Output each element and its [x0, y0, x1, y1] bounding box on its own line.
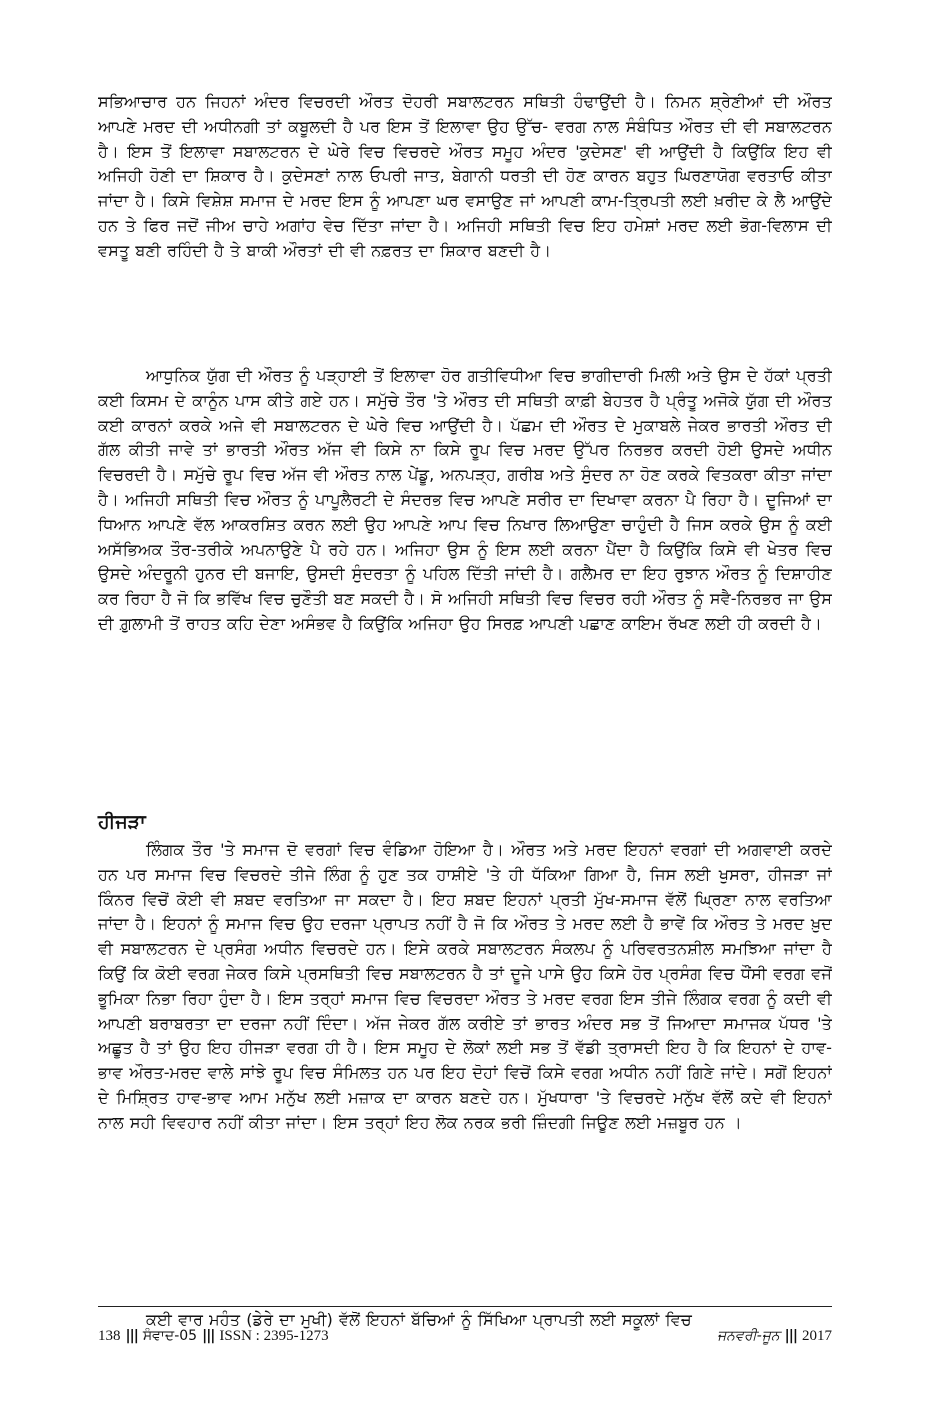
section-heading: ਹੀਜੜਾ	[98, 811, 146, 833]
issn-label: ISSN : 2395-1273	[219, 1328, 329, 1344]
footer-separator: |||	[784, 1328, 797, 1344]
issue-label: ਸੰਵਾਦ-05	[142, 1328, 198, 1344]
footer-separator: |||	[125, 1328, 138, 1344]
period-label: ਜਨਵਰੀ-ਜੂਨ	[717, 1328, 780, 1344]
year-label: 2017	[802, 1328, 832, 1344]
footer-left	[98, 1325, 329, 1347]
page-number: 138	[98, 1328, 121, 1344]
paragraph-4: ਕਈ ਵਾਰ ਮਹੰਤ (ਡੇਰੇ ਦਾ ਮੁਖੀ) ਵੱਲੋਂ ਇਹਨਾਂ ਬੱਚਿਆਂ ਨੂੰ ਸਿੱਖਿਆ ਪ੍ਰਾਪਤੀ ਲਈ ਸਕੂਲਾਂ ਵਿਚ	[146, 1310, 692, 1329]
footer-separator: |||	[202, 1328, 215, 1344]
paragraph-3: ਲਿੰਗਕ ਤੌਰ 'ਤੇ ਸਮਾਜ ਦੋ ਵਰਗਾਂ ਵਿਚ ਵੰਡਿਆ ਹੋਇਆ ਹੈ। ਔਰਤ ਅਤੇ ਮਰਦ ਇਹਨਾਂ ਵਰਗਾਂ ਦੀ ਅਗਵਾਈ ਕਰਦੇ ਹਨ ਪਰ ਸਮਾਜ ਵਿਚ ਵਿਚਰਦੇ ਤੀਜੇ ਲਿੰਗ ਨੂੰ ਹੁਣ ਤਕ ਹਾਸ਼ੀਏ 'ਤੇ ਹੀ ਧੱਕਿਆ ਗਿਆ ਹੈ, ਜਿਸ ਲਈ ਖੁਸਰਾ, ਹੀਜੜਾ ਜਾਂ ਕਿੰਨਰ ਵਿਚੋਂ ਕੋਈ ਵੀ ਸ਼ਬਦ ਵਰਤਿਆ ਜਾ ਸਕਦਾ ਹੈ। ਇਹ ਸ਼ਬਦ ਇਹਨਾਂ ਪ੍ਰਤੀ ਮੁੱਖ-ਸਮਾਜ ਵੱਲੋਂ ਘ੍ਰਿਣਾ ਨਾਲ ਵਰਤਿਆ ਜਾਂਦਾ ਹੈ। ਇਹਨਾਂ ਨੂੰ ਸਮਾਜ ਵਿਚ ਉਹ ਦਰਜਾ ਪ੍ਰਾਪਤ ਨਹੀਂ ਹੈ ਜੋ ਕਿ ਔਰਤ ਤੇ ਮਰਦ ਲਈ ਹੈ ਭਾਵੇਂ ਕਿ ਔਰਤ ਤੇ ਮਰਦ ਖ਼ੁਦ ਵੀ ਸਬਾਲਟਰਨ ਦੇ ਪ੍ਰਸੰਗ ਅਧੀਨ ਵਿਚਰਦੇ ਹਨ। ਇਸੇ ਕਰਕੇ ਸਬਾਲਟਰਨ ਸੰਕਲਪ ਨੂੰ ਪਰਿਵਰਤਨਸ਼ੀਲ ਸਮਝਿਆ ਜਾਂਦਾ ਹੈ ਕਿਉਂ ਕਿ ਕੋਈ ਵਰਗ ਜੇਕਰ ਕਿਸੇ ਪ੍ਰਸਥਿਤੀ ਵਿਚ ਸਬਾਲਟਰਨ ਹੈ ਤਾਂ ਦੂਜੇ ਪਾਸੇ ਉਹ ਕਿਸੇ ਹੋਰ ਪ੍ਰਸੰਗ ਵਿਚ ਧੌਂਸੀ ਵਰਗ ਵਜੋਂ ਭੂਮਿਕਾ ਨਿਭਾ ਰਿਹਾ ਹੁੰਦਾ ਹੈ। ਇਸ ਤਰ੍ਹਾਂ ਸਮਾਜ ਵਿਚ ਵਿਚਰਦਾ ਔਰਤ ਤੇ ਮਰਦ ਵਰਗ ਇਸ ਤੀਜੇ ਲਿੰਗਕ ਵਰਗ ਨੂੰ ਕਦੀ ਵੀ ਆਪਣੀ ਬਰਾਬਰਤਾ ਦਾ ਦਰਜਾ ਨਹੀਂ ਦਿੰਦਾ। ਅੱਜ ਜੇਕਰ ਗੱਲ ਕਰੀਏ ਤਾਂ ਭਾਰਤ ਅੰਦਰ ਸਭ ਤੋਂ ਜਿਆਦਾ ਸਮਾਜਕ ਪੱਧਰ 'ਤੇ ਅਛੂਤ ਹੈ ਤਾਂ ਉਹ ਇਹ ਹੀਜੜਾ ਵਰਗ ਹੀ ਹੈ। ਇਸ ਸਮੂਹ ਦੇ ਲੋਕਾਂ ਲਈ ਸਭ ਤੋਂ ਵੱਡੀ ਤ੍ਰਾਸਦੀ ਇਹ ਹੈ ਕਿ ਇਹਨਾਂ ਦੇ ਹਾਵ-ਭਾਵ ਔਰਤ-ਮਰਦ ਵਾਲੇ ਸਾਂਝੇ ਰੂਪ ਵਿਚ ਸੰਮਿਲਤ ਹਨ ਪਰ ਇਹ ਦੋਹਾਂ ਵਿਚੋਂ ਕਿਸੇ ਵਰਗ ਅਧੀਨ ਨਹੀਂ ਗਿਣੇ ਜਾਂਦੇ। ਸਗੋਂ ਇਹਨਾਂ ਦੇ ਮਿਸ਼੍ਰਿਤ ਹਾਵ-ਭਾਵ ਆਮ ਮਨੁੱਖ ਲਈ ਮਜ਼ਾਕ ਦਾ ਕਾਰਨ ਬਣਦੇ ਹਨ। ਮੁੱਖਧਾਰਾ 'ਤੇ ਵਿਚਰਦੇ ਮਨੁੱਖ ਵੱਲੋਂ ਕਦੇ ਵੀ ਇਹਨਾਂ ਨਾਲ ਸਹੀ ਵਿਵਹਾਰ ਨਹੀਂ ਕੀਤਾ ਜਾਂਦਾ। ਇਸ ਤਰ੍ਹਾਂ ਇਹ ਲੋਕ ਨਰਕ ਭਰੀ ਜ਼ਿੰਦਗੀ ਜਿਊਣ ਲਈ ਮਜ਼ਬੂਰ ਹਨ ।	[98, 840, 832, 1132]
paragraph-1: ਸਭਿਆਚਾਰ ਹਨ ਜਿਹਨਾਂ ਅੰਦਰ ਵਿਚਰਦੀ ਔਰਤ ਦੋਹਰੀ ਸਬਾਲਟਰਨ ਸਥਿਤੀ ਹੰਢਾਉਂਦੀ ਹੈ। ਨਿਮਨ ਸ਼੍ਰੇਣੀਆਂ ਦੀ ਔਰਤ ਆਪਣੇ ਮਰਦ ਦੀ ਅਧੀਨਗੀ ਤਾਂ ਕਬੂਲਦੀ ਹੈ ਪਰ ਇਸ ਤੋਂ ਇਲਾਵਾ ਉਹ ਉੱਚ- ਵਰਗ ਨਾਲ ਸੰਬੰਧਿਤ ਔਰਤ ਦੀ ਵੀ ਸਬਾਲਟਰਨ ਹੈ। ਇਸ ਤੋਂ ਇਲਾਵਾ ਸਬਾਲਟਰਨ ਦੇ ਘੇਰੇ ਵਿਚ ਵਿਚਰਦੇ ਔਰਤ ਸਮੂਹ ਅੰਦਰ 'ਕੁਦੇਸਣ' ਵੀ ਆਉਂਦੀ ਹੈ ਕਿਉਂਕਿ ਇਹ ਵੀ ਅਜਿਹੀ ਹੋਣੀ ਦਾ ਸ਼ਿਕਾਰ ਹੈ। ਕੁਦੇਸਣਾਂ ਨਾਲ ਓਪਰੀ ਜਾਤ, ਬੇਗਾਨੀ ਧਰਤੀ ਦੀ ਹੋਣ ਕਾਰਨ ਬਹੁਤ ਘਿਰਣਾਯੋਗ ਵਰਤਾਓ ਕੀਤਾ ਜਾਂਦਾ ਹੈ। ਕਿਸੇ ਵਿਸ਼ੇਸ਼ ਸਮਾਜ ਦੇ ਮਰਦ ਇਸ ਨੂੰ ਆਪਣਾ ਘਰ ਵਸਾਉਣ ਜਾਂ ਆਪਣੀ ਕਾਮ-ਤ੍ਰਿਪਤੀ ਲਈ ਖ਼ਰੀਦ ਕੇ ਲੈ ਆਉਂਦੇ ਹਨ ਤੇ ਫਿਰ ਜਦੋਂ ਜੀਅ ਚਾਹੇ ਅਗਾਂਹ ਵੇਚ ਦਿੱਤਾ ਜਾਂਦਾ ਹੈ। ਅਜਿਹੀ ਸਥਿਤੀ ਵਿਚ ਇਹ ਹਮੇਸ਼ਾਂ ਮਰਦ ਲਈ ਭੋਗ-ਵਿਲਾਸ ਦੀ ਵਸਤੂ ਬਣੀ ਰਹਿੰਦੀ ਹੈ ਤੇ ਬਾਕੀ ਔਰਤਾਂ ਦੀ ਵੀ ਨਫ਼ਰਤ ਦਾ ਸ਼ਿਕਾਰ ਬਣਦੀ ਹੈ।	[98, 92, 832, 260]
paragraph-2: ਆਧੁਨਿਕ ਯੁੱਗ ਦੀ ਔਰਤ ਨੂੰ ਪੜ੍ਹਾਈ ਤੋਂ ਇਲਾਵਾ ਹੋਰ ਗਤੀਵਿਧੀਆ ਵਿਚ ਭਾਗੀਦਾਰੀ ਮਿਲੀ ਅਤੇ ਉਸ ਦੇ ਹੱਕਾਂ ਪ੍ਰਤੀ ਕਈ ਕਿਸਮ ਦੇ ਕਾਨੂੰਨ ਪਾਸ ਕੀਤੇ ਗਏ ਹਨ। ਸਮੁੱਚੇ ਤੌਰ 'ਤੇ ਔਰਤ ਦੀ ਸਥਿਤੀ ਕਾਫ਼ੀ ਬੇਹਤਰ ਹੈ ਪ੍ਰੰਤੂ ਅਜੋਕੇ ਯੁੱਗ ਦੀ ਔਰਤ ਕਈ ਕਾਰਨਾਂ ਕਰਕੇ ਅਜੇ ਵੀ ਸਬਾਲਟਰਨ ਦੇ ਘੇਰੇ ਵਿਚ ਆਉਂਦੀ ਹੈ। ਪੱਛਮ ਦੀ ਔਰਤ ਦੇ ਮੁਕਾਬਲੇ ਜੇਕਰ ਭਾਰਤੀ ਔਰਤ ਦੀ ਗੱਲ ਕੀਤੀ ਜਾਵੇ ਤਾਂ ਭਾਰਤੀ ਔਰਤ ਅੱਜ ਵੀ ਕਿਸੇ ਨਾ ਕਿਸੇ ਰੂਪ ਵਿਚ ਮਰਦ ਉੱਪਰ ਨਿਰਭਰ ਕਰਦੀ ਹੋਈ ਉਸਦੇ ਅਧੀਨ ਵਿਚਰਦੀ ਹੈ। ਸਮੁੱਚੇ ਰੂਪ ਵਿਚ ਅੱਜ ਵੀ ਔਰਤ ਨਾਲ ਪੇਂਡੂ, ਅਨਪੜ੍ਹ, ਗਰੀਬ ਅਤੇ ਸੁੰਦਰ ਨਾ ਹੋਣ ਕਰਕੇ ਵਿਤਕਰਾ ਕੀਤਾ ਜਾਂਦਾ ਹੈ। ਅਜਿਹੀ ਸਥਿਤੀ ਵਿਚ ਔਰਤ ਨੂੰ ਪਾਪੂਲੈਰਟੀ ਦੇ ਸੰਦਰਭ ਵਿਚ ਆਪਣੇ ਸਰੀਰ ਦਾ ਦਿਖਾਵਾ ਕਰਨਾ ਪੈ ਰਿਹਾ ਹੈ। ਦੂਜਿਆਂ ਦਾ ਧਿਆਨ ਆਪਣੇ ਵੱਲ ਆਕਰਸ਼ਿਤ ਕਰਨ ਲਈ ਉਹ ਆਪਣੇ ਆਪ ਵਿਚ ਨਿਖਾਰ ਲਿਆਉਣਾ ਚਾਹੁੰਦੀ ਹੈ ਜਿਸ ਕਰਕੇ ਉਸ ਨੂੰ ਕਈ ਅਸੱਭਿਅਕ ਤੌਰ-ਤਰੀਕੇ ਅਪਨਾਉਣੇ ਪੈ ਰਹੇ ਹਨ। ਅਜਿਹਾ ਉਸ ਨੂੰ ਇਸ ਲਈ ਕਰਨਾ ਪੈਂਦਾ ਹੈ ਕਿਉਂਕਿ ਕਿਸੇ ਵੀ ਖੇਤਰ ਵਿਚ ਉਸਦੇ ਅੰਦਰੂਨੀ ਹੁਨਰ ਦੀ ਬਜਾਇ, ਉਸਦੀ ਸੁੰਦਰਤਾ ਨੂੰ ਪਹਿਲ ਦਿੱਤੀ ਜਾਂਦੀ ਹੈ। ਗਲੈਮਰ ਦਾ ਇਹ ਰੁਝਾਨ ਔਰਤ ਨੂੰ ਦਿਸ਼ਾਹੀਣ ਕਰ ਰਿਹਾ ਹੈ ਜੋ ਕਿ ਭਵਿੱਖ ਵਿਚ ਚੁਣੌਤੀ ਬਣ ਸਕਦੀ ਹੈ। ਸੋ ਅਜਿਹੀ ਸਥਿਤੀ ਵਿਚ ਵਿਚਰ ਰਹੀ ਔਰਤ ਨੂੰ ਸਵੈ-ਨਿਰਭਰ ਜਾ ਉਸ ਦੀ ਗ਼ੁਲਾਮੀ ਤੋਂ ਰਾਹਤ ਕਹਿ ਦੇਣਾ ਅਸੰਭਵ ਹੈ ਕਿਉਂਕਿ ਅਜਿਹਾ ਉਹ ਸਿਰਫ਼ ਆਪਣੀ ਪਛਾਣ ਕਾਇਮ ਰੱਖਣ ਲਈ ਹੀ ਕਰਦੀ ਹੈ।	[98, 366, 832, 633]
footer-right	[717, 1325, 832, 1347]
footer-rule	[98, 1306, 832, 1307]
page-body	[98, 90, 832, 1334]
page-footer	[98, 1325, 832, 1347]
